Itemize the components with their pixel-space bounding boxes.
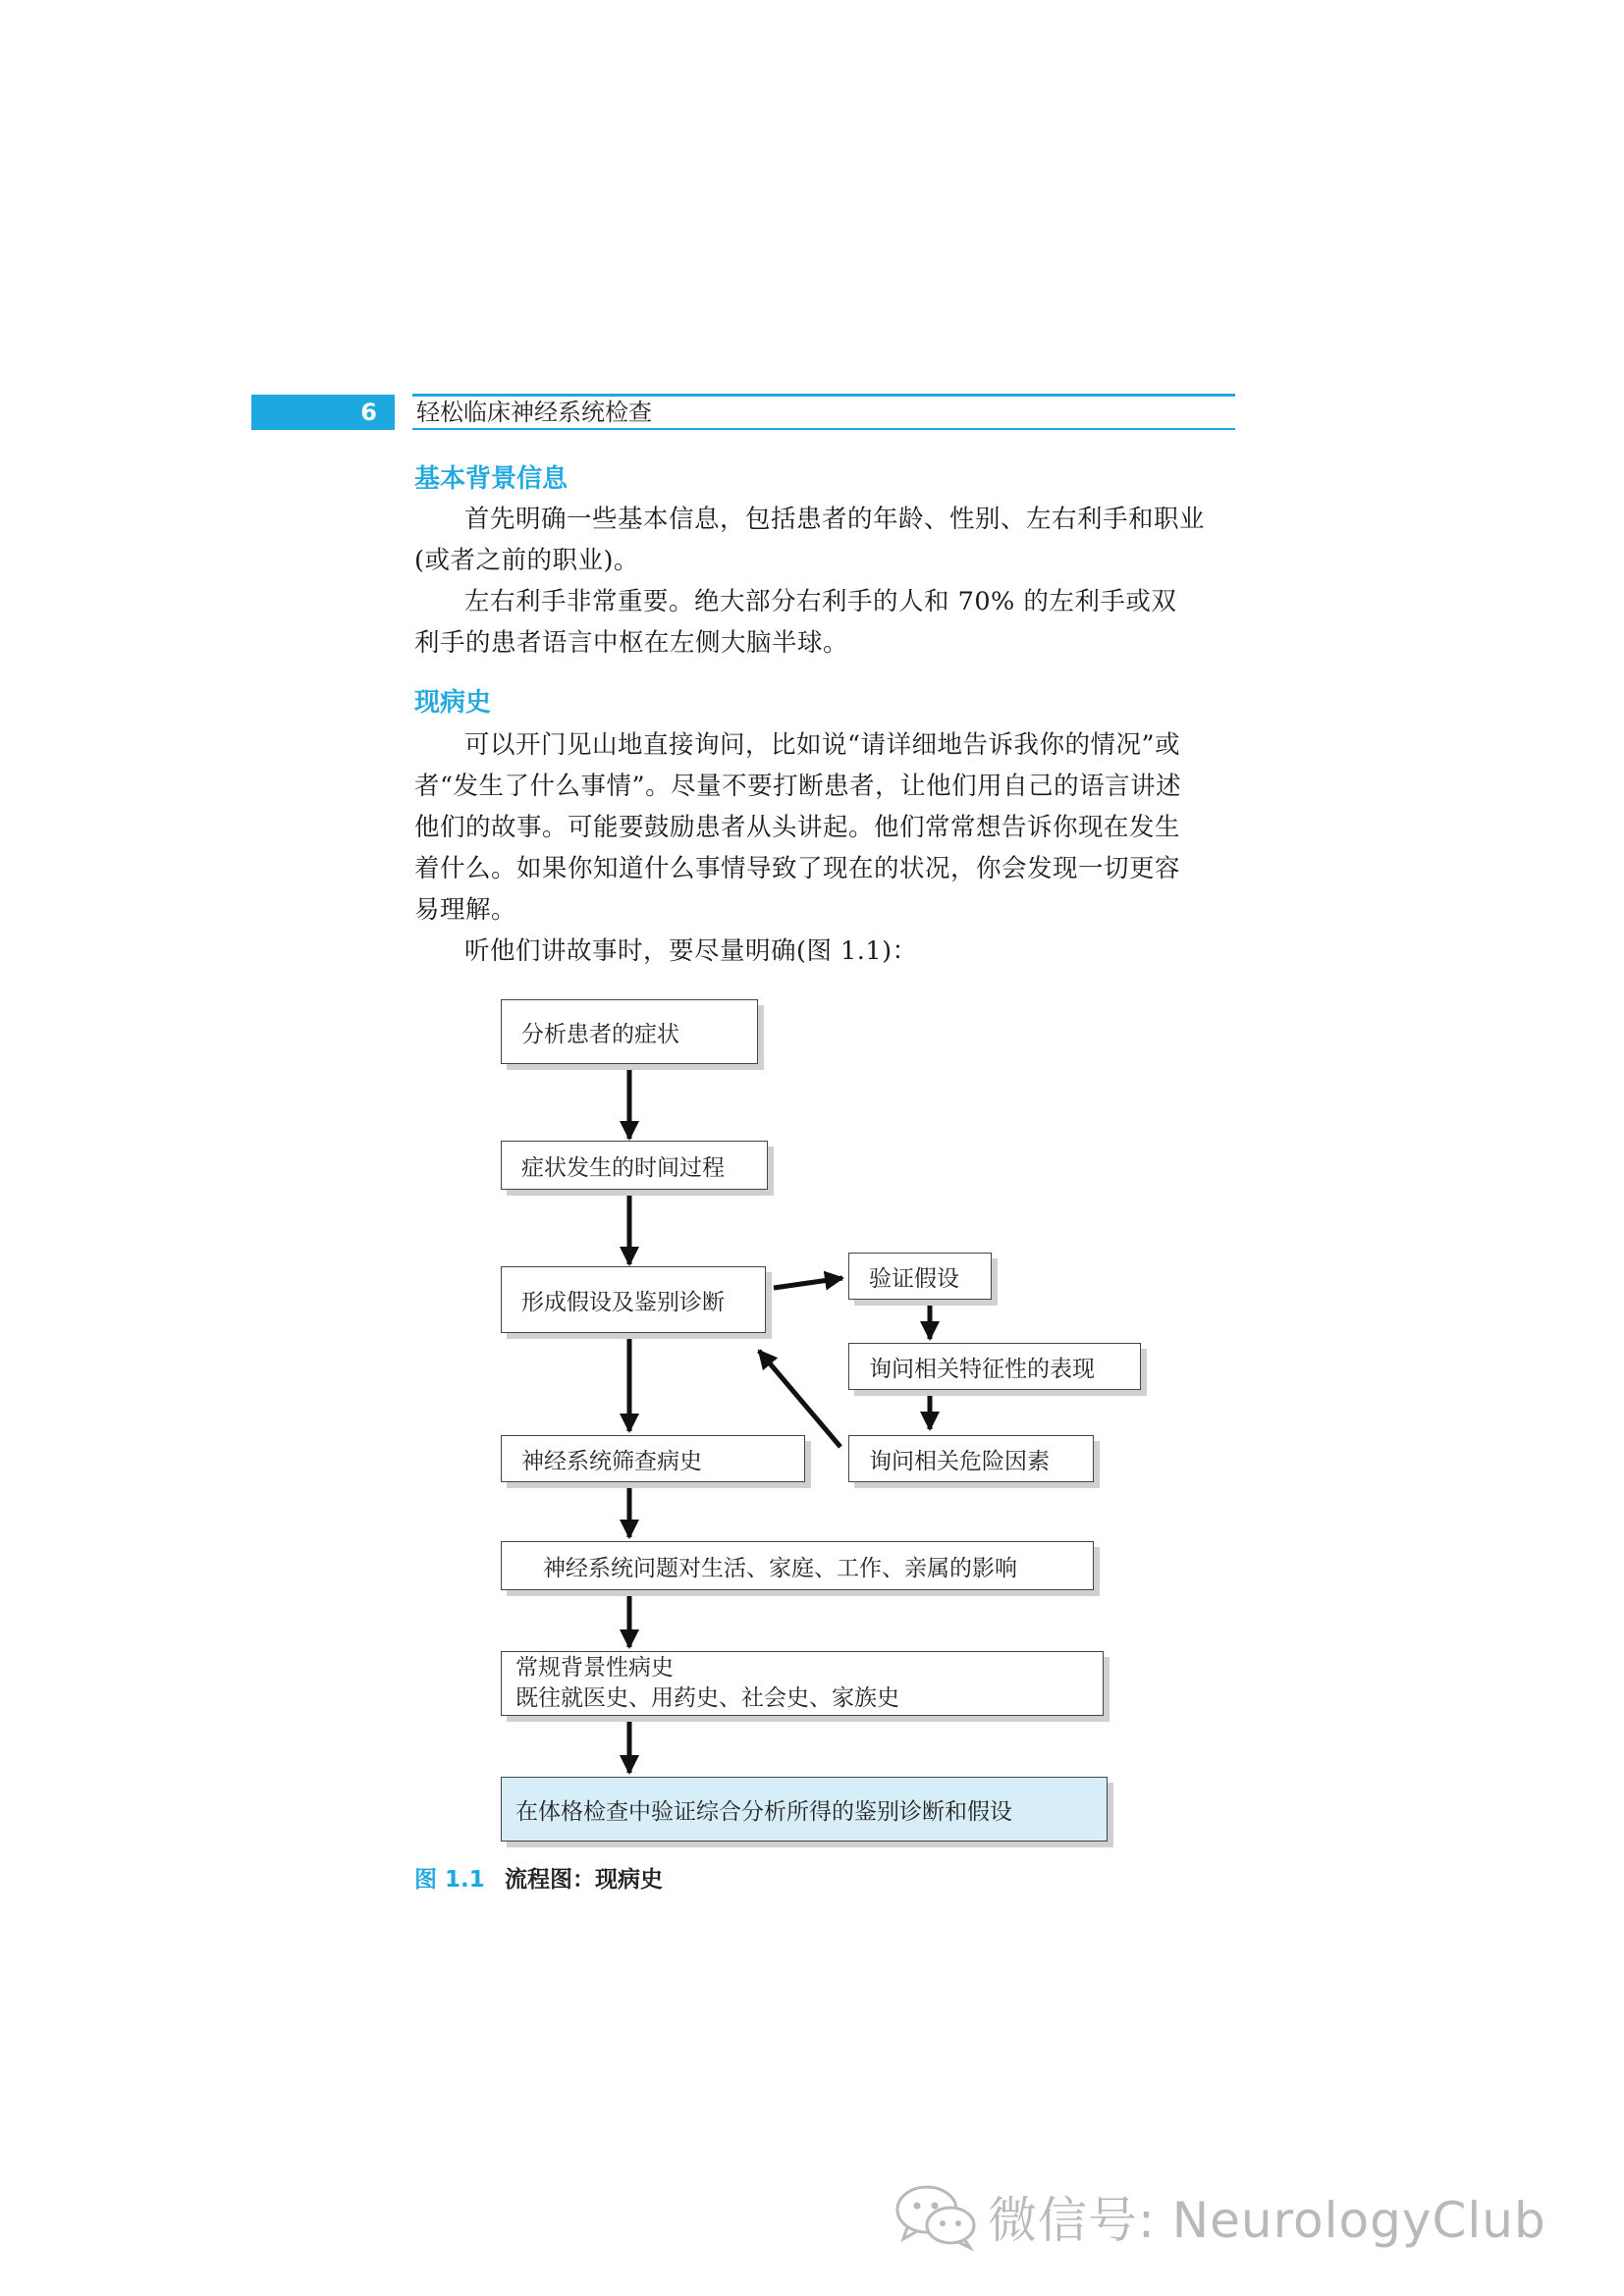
flow-node-risk bbox=[848, 1435, 1094, 1482]
section-heading-present-illness: 现病史 bbox=[414, 688, 492, 718]
wechat-logo-icon bbox=[893, 2182, 980, 2251]
flow-node-impact bbox=[501, 1541, 1094, 1590]
paragraph-line: 左右利手非常重要。绝大部分右利手的人和 70% 的左利手或双 bbox=[464, 587, 1177, 616]
flow-node-label: 在体格检查中验证综合分析所得的鉴别诊断和假设 bbox=[515, 1798, 1012, 1825]
paragraph-line: 者“发生了什么事情”。尽量不要打断患者，让他们用自己的语言讲述 bbox=[414, 772, 1182, 801]
flow-node-timecourse bbox=[501, 1141, 768, 1190]
paragraph-line: (或者之前的职业)。 bbox=[414, 546, 639, 575]
paragraph-line: 着什么。如果你知道什么事情导致了现在的状况，你会发现一切更容 bbox=[414, 854, 1181, 883]
paragraph-line: 听他们讲故事时，要尽量明确(图 1.1)： bbox=[464, 936, 918, 966]
flow-node-analyze bbox=[501, 999, 758, 1064]
flow-node-label: 分析患者的症状 bbox=[521, 1021, 679, 1047]
arrow-hypothesis-to-verify bbox=[774, 1278, 842, 1288]
figure-label: 图 1.1 bbox=[414, 1867, 485, 1893]
paragraph-line: 可以开门见山地直接询问，比如说“请详细地告诉我你的情况”或 bbox=[464, 730, 1181, 760]
flow-node-label: 神经系统问题对生活、家庭、工作、亲属的影响 bbox=[543, 1555, 1017, 1581]
flow-node-background bbox=[501, 1651, 1104, 1716]
flow-node-hypothesis bbox=[501, 1266, 766, 1333]
paragraph-line: 他们的故事。可能要鼓励患者从头讲起。他们常常想告诉你现在发生 bbox=[414, 813, 1181, 842]
paragraph-line: 利手的患者语言中枢在左侧大脑半球。 bbox=[414, 628, 849, 658]
flow-node-label-line1: 常规背景性病史 bbox=[515, 1655, 674, 1681]
page-number-tab bbox=[251, 395, 395, 430]
running-book-title: 轻松临床神经系统检查 bbox=[416, 399, 652, 426]
watermark-text: 微信号: NeurologyClub bbox=[988, 2192, 1546, 2249]
figure-caption: 流程图：现病史 bbox=[505, 1867, 663, 1893]
section-heading-background: 基本背景信息 bbox=[414, 464, 568, 494]
flow-node-label: 询问相关危险因素 bbox=[869, 1448, 1050, 1474]
flow-node-label: 形成假设及鉴别诊断 bbox=[521, 1289, 725, 1315]
flow-node-screening bbox=[501, 1435, 805, 1482]
flow-node-label: 神经系统筛查病史 bbox=[521, 1448, 702, 1474]
flow-node-label: 验证假设 bbox=[869, 1265, 959, 1292]
flow-node-label-line2: 既往就医史、用药史、社会史、家族史 bbox=[515, 1685, 899, 1711]
header-rule-bottom bbox=[412, 428, 1235, 430]
watermark bbox=[893, 2181, 1546, 2252]
arrow-risk-to-hypothesis bbox=[759, 1351, 840, 1447]
flow-node-label: 询问相关特征性的表现 bbox=[869, 1356, 1095, 1382]
paragraph-line: 首先明确一些基本信息，包括患者的年龄、性别、左右利手和职业 bbox=[464, 505, 1206, 534]
flow-node-final bbox=[501, 1777, 1108, 1842]
flow-node-verify bbox=[848, 1253, 992, 1300]
flow-node-label: 症状发生的时间过程 bbox=[521, 1154, 725, 1181]
page-number: 6 bbox=[360, 399, 377, 426]
flow-node-features bbox=[848, 1343, 1141, 1390]
paragraph-line: 易理解。 bbox=[414, 895, 517, 925]
